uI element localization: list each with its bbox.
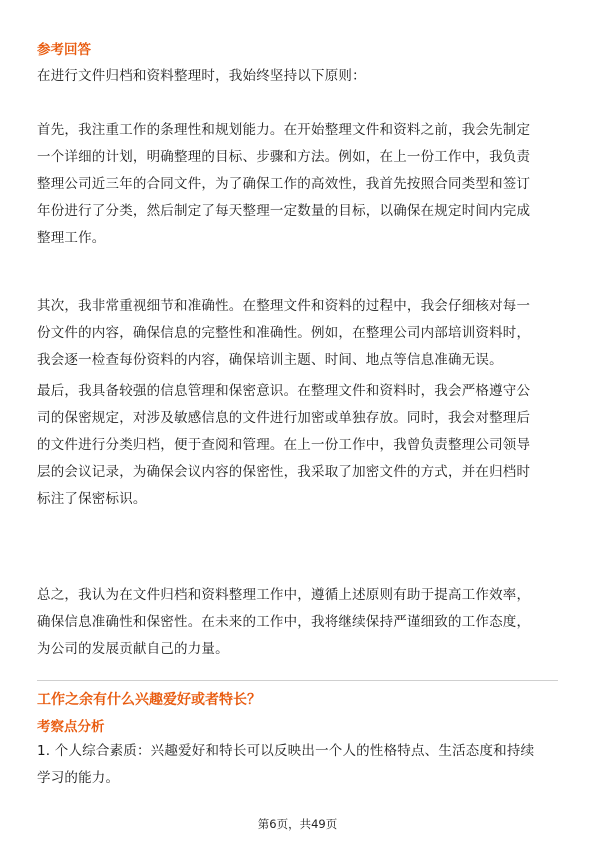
paragraph-line: 总之，我认为在文件归档和资料整理工作中，遵循上述原则有助于提高工作效率，: [37, 587, 531, 603]
question-title: 工作之余有什么兴趣爱好或者特长？: [37, 692, 261, 708]
paragraph-line: 司的保密规定，对涉及敏感信息的文件进行加密或单独存放。同时，我会对整理后: [37, 410, 531, 426]
paragraph-line: 其次，我非常重视细节和准确性。在整理文件和资料的过程中，我会仔细核对每一: [37, 298, 531, 314]
paragraph-line: 我会逐一检查每份资料的内容，确保培训主题、时间、地点等信息准确无误。: [37, 352, 503, 368]
paragraph-line: 确保信息准确性和保密性。在未来的工作中，我将继续保持严谨细致的工作态度，: [37, 614, 531, 630]
paragraph-line: 的文件进行分类归档，便于查阅和管理。在上一份工作中，我曾负责整理公司领导: [37, 437, 531, 453]
analysis-line: 学习的能力。: [37, 770, 120, 786]
analysis-line: 1. 个人综合素质：兴趣爱好和特长可以反映出一个人的性格特点、生活态度和持续: [37, 743, 535, 759]
intro-paragraph: [37, 63, 562, 90]
paragraph-line: 最后，我具备较强的信息管理和保密意识。在整理文件和资料时，我会严格遵守公: [37, 383, 531, 399]
paragraph-conclusion: [37, 582, 562, 663]
analysis-heading: 考察点分析: [37, 719, 105, 735]
paragraph-line: 份文件的内容，确保信息的完整性和准确性。例如，在整理公司内部培训资料时，: [37, 325, 531, 341]
paragraph-first: [37, 117, 562, 252]
page-number-footer: 第6页，共49页: [257, 817, 338, 831]
analysis-paragraph: [37, 738, 562, 792]
paragraph-line: 首先，我注重工作的条理性和规划能力。在开始整理文件和资料之前，我会先制定: [37, 122, 531, 138]
intro-line: 在进行文件归档和资料整理时，我始终坚持以下原则：: [37, 68, 366, 84]
paragraph-line: 一个详细的计划，明确整理的目标、步骤和方法。例如，在上一份工作中，我负责: [37, 149, 531, 165]
paragraph-line: 为公司的发展贡献自己的力量。: [37, 641, 229, 657]
reference-answer-heading: 参考回答: [37, 42, 91, 58]
paragraph-line: 标注了保密标识。: [37, 491, 147, 507]
paragraph-line: 整理工作。: [37, 230, 106, 246]
paragraph-second: [37, 293, 562, 374]
paragraph-line: 层的会议记录，为确保会议内容的保密性，我采取了加密文件的方式，并在归档时: [37, 464, 531, 480]
paragraph-line: 年份进行了分类，然后制定了每天整理一定数量的目标，以确保在规定时间内完成: [37, 203, 531, 219]
paragraph-third: [37, 378, 562, 513]
section-divider: [37, 680, 558, 681]
paragraph-line: 整理公司近三年的合同文件，为了确保工作的高效性，我首先按照合同类型和签订: [37, 176, 531, 192]
